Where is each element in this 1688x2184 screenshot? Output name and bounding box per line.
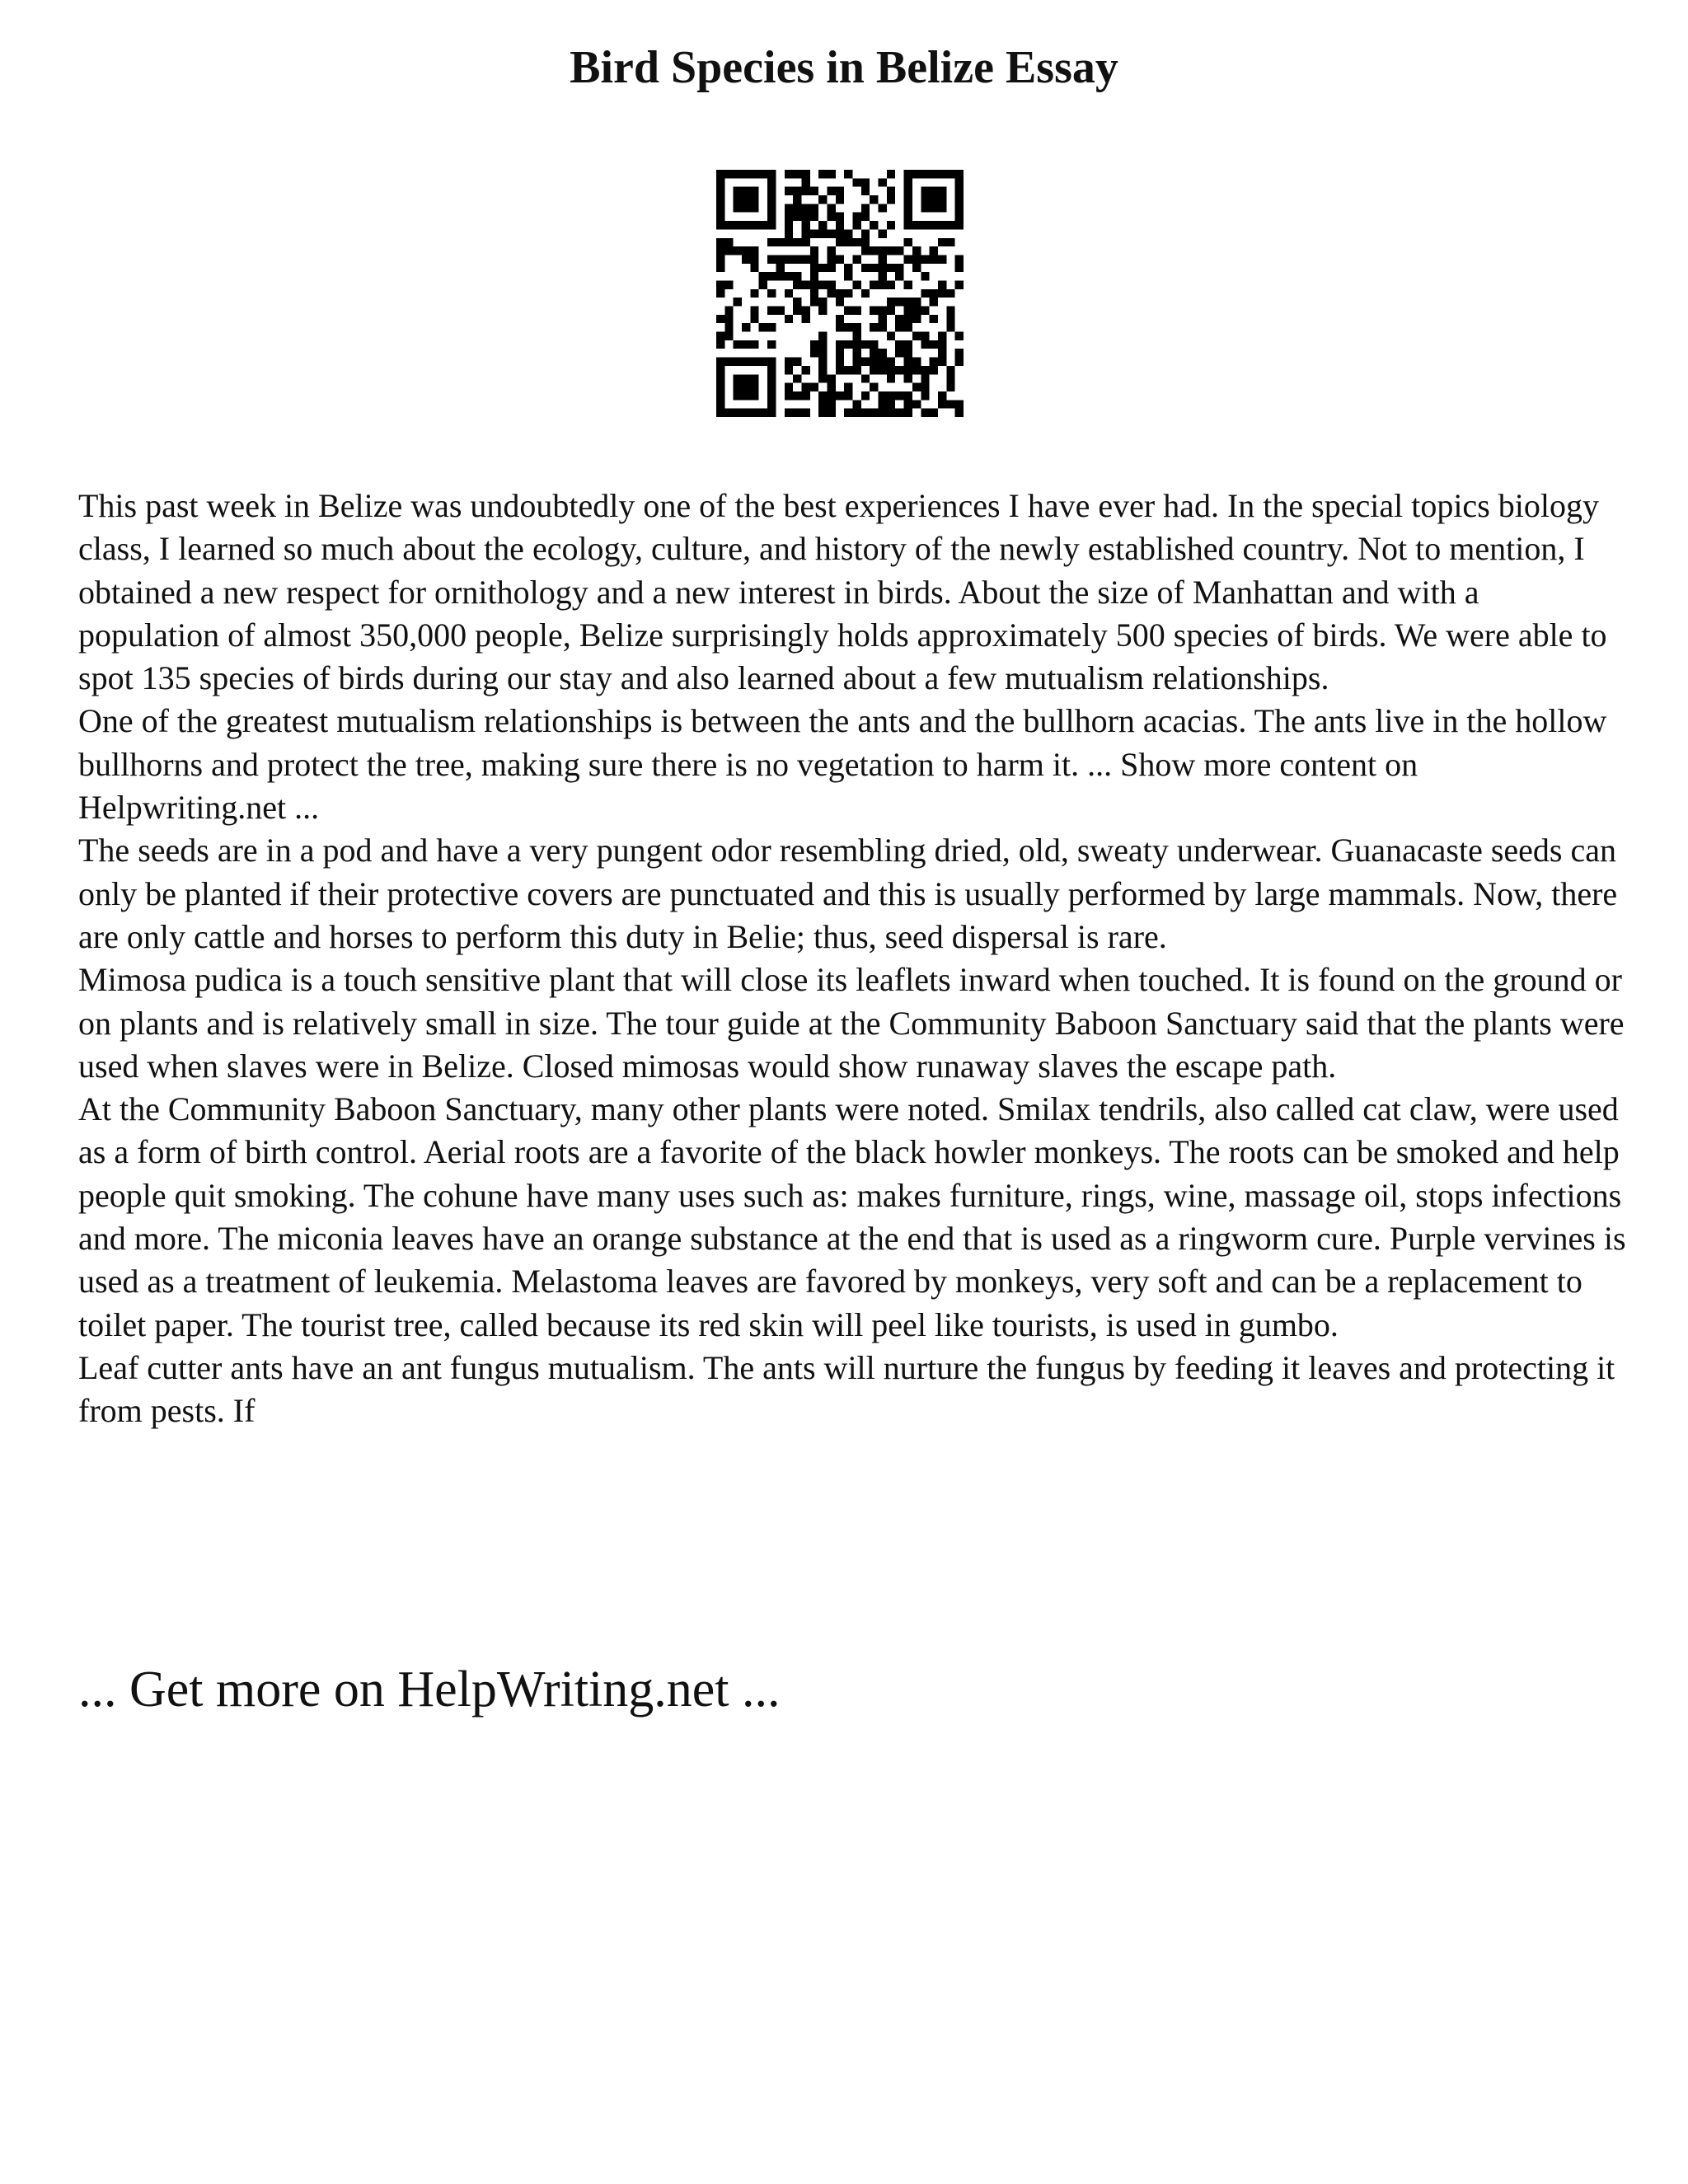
qr-code-graphic: [716, 170, 964, 417]
get-more-link[interactable]: ... Get more on HelpWriting.net ...: [78, 1661, 781, 1718]
paragraph: Mimosa pudica is a touch sensitive plant that will close its leaflets inward when touched. It is found on the ground or on plants and is relatively small in size. The tour guide at the Community Baboon Sanctuary said that the plants were used when slaves were in Belize. Closed mimosas would show runaway slaves the escape path.: [78, 961, 1625, 1085]
page-title: Bird Species in Belize Essay: [570, 42, 1118, 93]
essay-body: [78, 485, 1628, 1433]
qr-code-icon: [716, 170, 964, 417]
paragraph: This past week in Belize was undoubtedly one of the best experiences I have ever had. In the special topics biology class, I learned so much about the ecology, culture, and history of the newly established country. Not to mention, I obtained a new respect for ornithology and a new interest in birds. About the size of Manhattan and with a population of almost 350,000 people, Belize surprisingly holds approximately 500 species of birds. We were able to spot 135 species of birds during our stay and also learned about a few mutualism relationships.: [78, 487, 1607, 697]
paragraph: Leaf cutter ants have an ant fungus mutualism. The ants will nurture the fungus by feeding it leaves and protecting it from pests. If: [78, 1348, 1615, 1430]
paragraph: One of the greatest mutualism relationships is between the ants and the bullhorn acacias. The ants live in the hollow bullhorns and protect the tree, making sure there is no vegetation to harm it. ... Show more content on Helpwriting.net ...: [78, 702, 1607, 827]
paragraph: At the Community Baboon Sanctuary, many other plants were noted. Smilax tendrils, also called cat claw, were used as a form of birth control. Aerial roots are a favorite of the black howler monkeys. The roots can be smoked and help people quit smoking. The cohune have many uses such as: makes furniture, rings, wine, massage oil, stops infections and more. The miconia leaves have an orange substance at the end that is used as a ringworm cure. Purple vervines is used as a treatment of leukemia. Melastoma leaves are favored by monkeys, very soft and can be a replacement to toilet paper. The tourist tree, called because its red skin will peel like tourists, is used in gumbo.: [78, 1090, 1626, 1343]
paragraph: The seeds are in a pod and have a very pungent odor resembling dried, old, sweaty underwear. Guanacaste seeds can only be planted if their protective covers are punctuated and this is usually performed by large mammals. Now, there are only cattle and horses to perform this duty in Belie; thus, seed dispersal is rare.: [78, 832, 1618, 955]
